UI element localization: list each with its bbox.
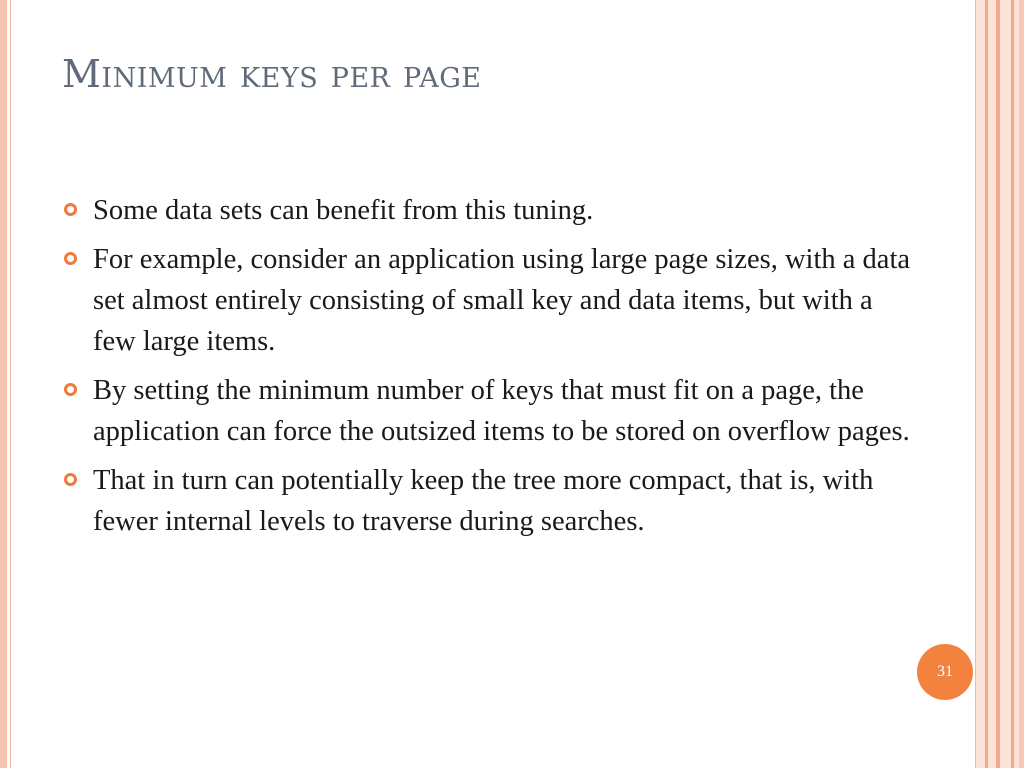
right-border-line [975,0,976,768]
bullet-item [62,190,912,231]
bullet-item [62,239,912,362]
right-border-line [985,0,988,768]
ring-bullet-icon [64,252,77,265]
page-number: 31 [937,663,953,680]
bullet-text: For example, consider an application using large page sizes, with a data set almost entirely consisting of small key and data items, but with a few large items. [93,244,911,357]
right-border-line [996,0,1000,768]
right-border-line [1019,0,1024,768]
page-number-badge [917,644,973,700]
bullet-item [62,460,912,542]
ring-bullet-icon [64,203,77,216]
bullet-text: That in turn can potentially keep the tree more compact, that is, with fewer internal levels to traverse during searches. [93,465,874,537]
ring-bullet-icon [64,383,77,396]
bullet-list [62,190,912,550]
bullet-text: Some data sets can benefit from this tuning. [93,195,594,226]
left-border-line [10,0,11,768]
bullet-item [62,370,912,452]
right-border-line [1011,0,1014,768]
bullet-text: By setting the minimum number of keys that must fit on a page, the application can force the outsized items to be stored on overflow pages. [93,375,910,447]
slide-title: Minimum keys per page [62,52,482,96]
left-border-stripe [0,0,7,768]
ring-bullet-icon [64,473,77,486]
